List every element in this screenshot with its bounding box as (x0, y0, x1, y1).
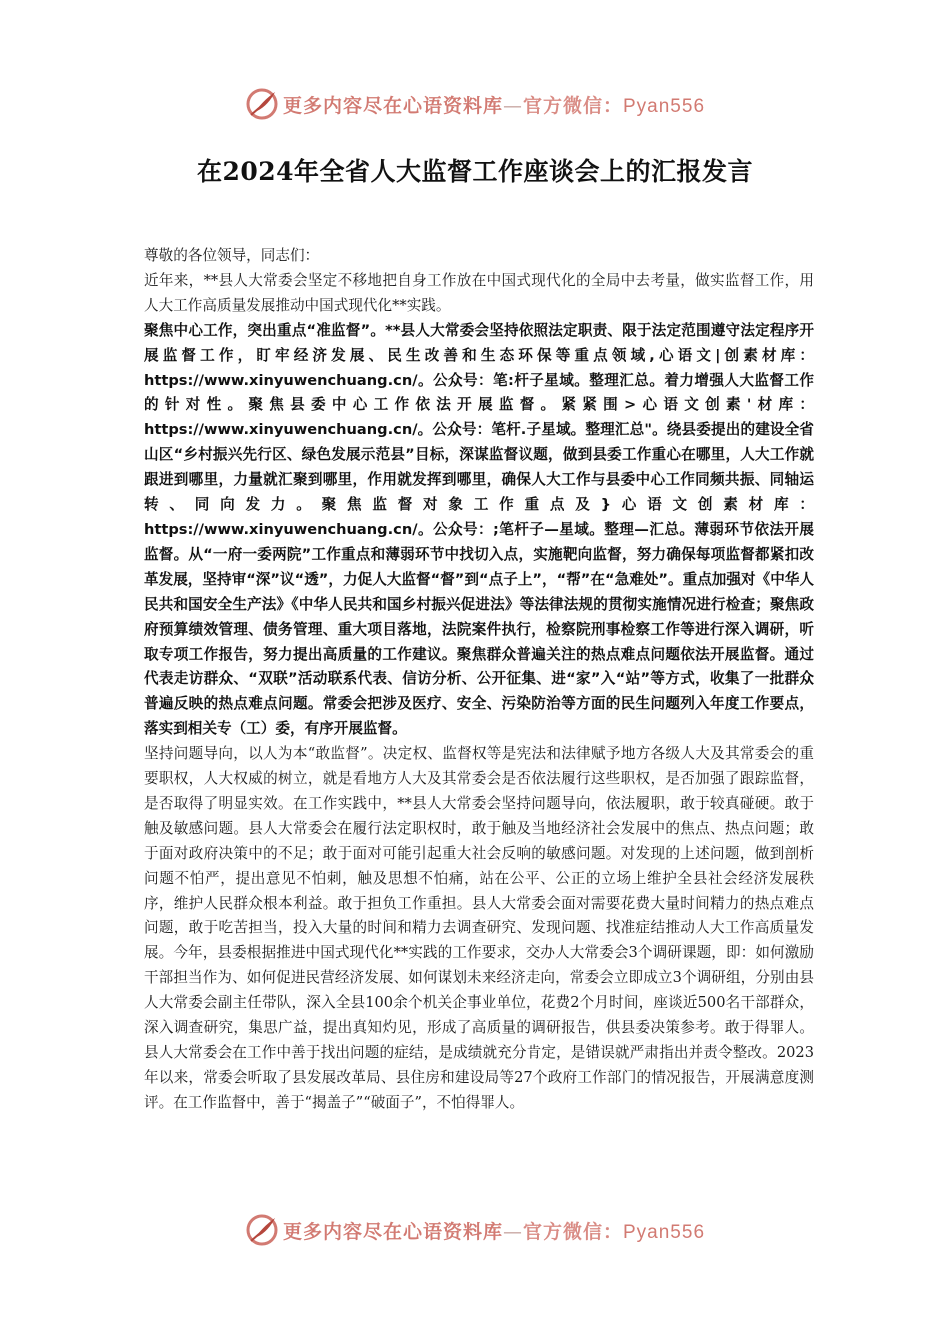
banner-text: 更多内容尽在心语资料库—官方微信：Pyan556 (282, 1220, 706, 1243)
footer-banner (0, 1210, 950, 1250)
banner-text: 更多内容尽在心语资料库—官方微信：Pyan556 (282, 94, 706, 117)
feather-logo-icon (245, 1213, 279, 1247)
section-focus-paragraph: 聚焦中心工作，突出重点“准监督”。**县人大常委会坚持依照法定职责、限于法定范围遵守法定程序开展监督工作，盯牢经济发展、民生改善和生态环保等重点领域,心语文|创素材库：https://www.xinyuwenchuang.cn/。公众号：笔:杆子星域。整理汇总。着力增强人大监督工作的针对性。聚焦县委中心工作依法开展监督。紧紧围>心语文创素'材库：https://www.xinyuwenchuang.cn/。公众号：笔杆.子星域。整理汇总"。绕县委提出的建设全省山区“乡村振兴先行区、绿色发展示范县”目标，深谋监督议题，做到县委工作重心在哪里，人大工作就跟进到哪里，力量就汇聚到哪里，作用就发挥到哪里，确保人大工作与县委中心工作同频共振、同轴运转、同向发力。聚焦监督对象工作重点及}心语文创素材库：https://www.xinyuwenchuang.cn/。公众号：;笔杆子—星域。整理—汇总。薄弱环节依法开展监督。从“一府一委两院”工作重点和薄弱环节中找切入点，实施靶向监督，努力确保每项监督都紧扣改革发展，坚持审“深”议“透”，力促人大监督“督”到“点子上”，“帮”在“急难处”。重点加强对《中华人民共和国安全生产法》《中华人民共和国乡村振兴促进法》等法律法规的贯彻实施情况进行检查；聚焦政府预算绩效管理、债务管理、重大项目落地，法院案件执行，检察院刑事检察工作等进行深入调研，听取专项工作报告，努力提出高质量的工作建议。聚焦群众普遍关注的热点难点问题依法开展监督。通过代表走访群众、“双联”活动联系代表、信访分析、公开征集、进“家”入“站”等方式，收集了一批群众普遍反映的热点难点问题。常委会把涉及医疗、安全、污染防治等方面的民生问题列入年度工作要点，落实到相关专（工）委，有序开展监督。 (144, 321, 814, 738)
document-body (144, 244, 814, 1116)
intro-paragraph: 近年来，**县人大常委会坚定不移地把自身工作放在中国式现代化的全局中去考量，做实监督工作，用人大工作高质量发展推动中国式现代化**实践。 (144, 271, 814, 314)
document-title: 在2024年全省人大监督工作座谈会上的汇报发言 (196, 157, 754, 186)
salutation: 尊敬的各位领导，同志们： (144, 247, 320, 264)
feather-logo-icon (245, 87, 279, 121)
section-problem-paragraph: 坚持问题导向，以人为本“敢监督”。决定权、监督权等是宪法和法律赋予地方各级人大及其常委会的重要职权，人大权威的树立，就是看地方人大及其常委会是否依法履行这些职权，是否加强了跟踪监督，是否取得了明显实效。在工作实践中，**县人大常委会坚持问题导向，依法履职，敢于较真碰硬。敢于触及敏感问题。县人大常委会在履行法定职权时，敢于触及当地经济社会发展中的焦点、热点问题；敢于面对政府决策中的不足；敢于面对可能引起重大社会反响的敏感问题。对发现的上述问题，做到剖析问题不怕严，提出意见不怕刺，触及思想不怕痛，站在公平、公正的立场上维护全县社会经济发展秩序，维护人民群众根本利益。敢于担负工作重担。县人大常委会面对需要花费大量时间精力的热点难点问题，敢于吃苦担当，投入大量的时间和精力去调查研究、发现问题、找准症结推动人大工作高质量发展。今年，县委根据推进中国式现代化**实践的工作要求，交办人大常委会3个调研课题，即：如何激励干部担当作为、如何促进民营经济发展、如何谋划未来经济走向，常委会立即成立3个调研组，分别由县人大常委会副主任带队，深入全县100余个机关企事业单位，花费2个月时间，座谈近500名干部群众，深入调查研究，集思广益，提出真知灼见，形成了高质量的调研报告，供县委决策参考。敢于得罪人。县人大常委会在工作中善于找出问题的症结，是成绩就充分肯定，是错误就严肃指出并责令整改。2023年以来，常委会听取了县发展改革局、县住房和建设局等27个政府工作部门的情况报告，开展满意度测评。在工作监督中，善于“揭盖子”“破面子”，不怕得罪人。 (144, 745, 814, 1111)
header-banner (0, 84, 950, 124)
